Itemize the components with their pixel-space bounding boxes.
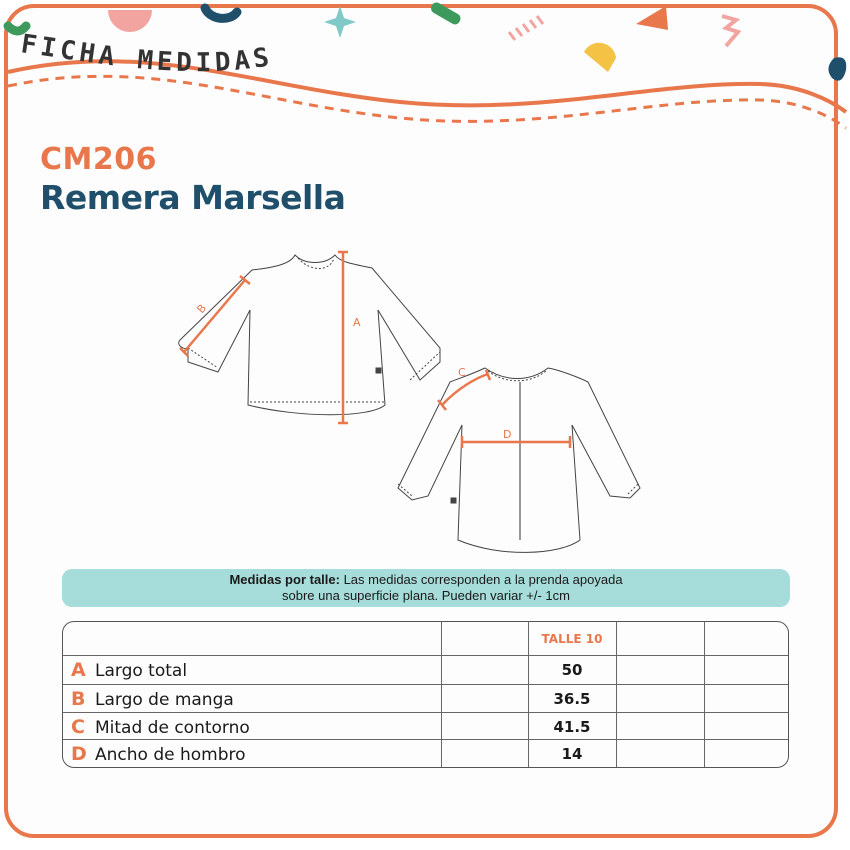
banner-title: FICHA MEDIDAS xyxy=(18,29,276,79)
back-view xyxy=(398,368,640,552)
table-row xyxy=(63,739,788,765)
row-label xyxy=(71,688,234,710)
front-view xyxy=(179,255,440,415)
product-name: Remera Marsella xyxy=(40,178,346,217)
column-divider xyxy=(616,622,617,767)
product-code: CM206 xyxy=(40,142,157,177)
row-letter: A xyxy=(71,659,86,681)
column-divider xyxy=(441,622,442,767)
row-value: 50 xyxy=(561,661,583,679)
row-name: Mitad de contorno xyxy=(95,718,250,738)
row-name: Ancho de hombro xyxy=(95,745,246,765)
column-divider xyxy=(704,622,705,767)
row-label xyxy=(71,659,187,681)
table-row xyxy=(63,655,788,681)
row-value: 36.5 xyxy=(553,690,591,708)
row-letter: B xyxy=(71,688,86,710)
row-letter: C xyxy=(71,716,85,738)
table-row xyxy=(63,684,788,710)
measure-label-d: D xyxy=(503,428,512,441)
row-label xyxy=(71,743,246,765)
measure-label-b: B xyxy=(194,301,210,316)
measure-lines xyxy=(180,252,570,448)
row-letter: D xyxy=(71,743,87,765)
row-value: 41.5 xyxy=(553,718,591,736)
banner-title-layer xyxy=(0,0,850,140)
size-header: TALLE 10 xyxy=(541,632,603,646)
measurement-note xyxy=(62,569,790,607)
garment-technical-drawing xyxy=(140,240,700,560)
measurements-table xyxy=(62,621,789,768)
measure-label-c: C xyxy=(458,366,466,379)
row-name: Largo total xyxy=(95,661,188,681)
row-label xyxy=(71,716,250,738)
measure-label-a: A xyxy=(353,316,361,329)
note-line2: sobre una superficie plana. Pueden variar +/- 1cm xyxy=(282,588,570,603)
row-name: Largo de manga xyxy=(95,690,234,710)
row-value: 14 xyxy=(561,745,583,763)
note-line1: Las medidas corresponden a la prenda apoyada xyxy=(339,572,623,587)
note-bold: Medidas por talle: xyxy=(229,572,340,587)
table-row xyxy=(63,712,788,738)
